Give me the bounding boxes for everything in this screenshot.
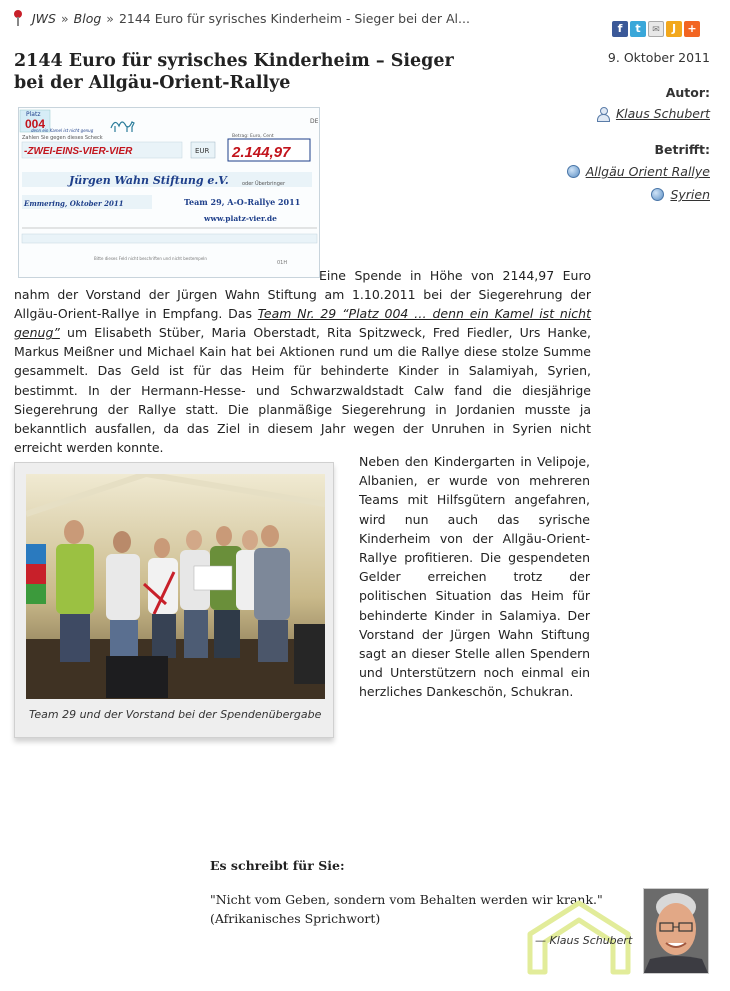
team-photo[interactable] xyxy=(26,474,325,699)
breadcrumb-home-link[interactable]: JWS xyxy=(32,10,56,26)
author-link[interactable]: Klaus Schubert xyxy=(615,106,710,121)
post-date: 9. Oktober 2011 xyxy=(607,50,710,65)
tag-entry xyxy=(651,187,710,202)
quote-signature: — Klaus Schubert xyxy=(535,934,633,947)
share-bar xyxy=(612,21,700,37)
author-box-heading: Es schreibt für Sie: xyxy=(210,858,345,873)
cheque-place-date: Emmering, Oktober 2011 xyxy=(24,199,124,208)
article-paragraph: Neben den Kindergarten in Velipoje, Albanien, er wurde von mehreren Teams mit Hilfsgütern angefahren, wird nun auch das syrische Kinderheim von der Allgäu-Orient-Rallye profitieren. Die gespendeten Gelder erreichen trotz der politischen Situation das Heim für behinderte Kinder in Salamiya. Der Vorstand der Jürgen Wahn Stiftung sagt an dieser Stelle allen Spendern und Unterstützern noch einmal ein herzliches Dankeschön, Schukran. xyxy=(359,454,590,700)
cheque-amount: 2.144,97 xyxy=(232,144,291,161)
cheque-footer: Bitte dieses Feld nicht beschriften und nicht bestempeln xyxy=(94,256,207,261)
page-title: 2144 Euro für syrisches Kinderheim – Sieger bei der Allgäu-Orient-Rallye xyxy=(14,51,454,93)
cheque-zahlen: Zahlen Sie gegen dieses Scheck xyxy=(22,135,103,141)
tag-entry xyxy=(567,164,710,179)
person-icon xyxy=(596,107,610,121)
tag-link-syrien[interactable]: Syrien xyxy=(670,187,710,202)
breadcrumb-separator: » xyxy=(60,10,69,26)
jolly-icon[interactable]: J xyxy=(666,21,682,37)
cheque-oder: oder Überbringer xyxy=(242,181,286,187)
facebook-icon[interactable]: f xyxy=(612,21,628,37)
globe-icon xyxy=(567,165,580,178)
team-link[interactable]: Team Nr. 29 “Platz 004 … denn ein Kamel ist nicht genug” xyxy=(14,306,591,341)
photo-figure xyxy=(14,462,334,738)
author-label: Autor: xyxy=(665,85,710,100)
cheque-image xyxy=(18,107,320,278)
cheque-country: DE xyxy=(310,118,319,125)
cheque-currency-label: Betrag: Euro, Cent xyxy=(232,134,274,139)
breadcrumb-blog-link[interactable]: Blog xyxy=(73,10,102,26)
breadcrumb-separator: » xyxy=(106,10,114,26)
cheque-code: 01H xyxy=(277,260,288,266)
map-pin-icon xyxy=(14,10,22,26)
cheque-platz-number: 004 xyxy=(25,117,46,131)
cheque-amount-words: -ZWEI-EINS-VIER-VIER xyxy=(24,146,133,157)
author-entry xyxy=(596,106,710,121)
cheque-platz-label: Platz xyxy=(26,111,41,118)
photo-caption: Team 29 und der Vorstand bei der Spendenübergabe xyxy=(29,708,322,721)
article-paragraph xyxy=(14,266,591,457)
globe-icon xyxy=(651,188,664,201)
email-icon[interactable]: ✉ xyxy=(648,21,664,37)
twitter-icon[interactable]: t xyxy=(630,21,646,37)
cheque-payee: Jürgen Wahn Stiftung e.V. xyxy=(69,174,229,187)
paragraph-text: um Elisabeth Stüber, Maria Oberstadt, Rita Spitzweck, Fred Fiedler, Urs Hanke, Markus Meißner und Michael Kain hat bei Aktionen rund um die Rallye diese stolze Summe gesammelt. Das Geld ist für das Heim für behinderte Kinder in Salamiyah, Syrien, bestimmt. In der Hermann-Hesse- und Schwarzwaldstadt Calw fand die diesjährige Siegerehrung der Rallye statt. Die planmäßige Siegerehrung in Jordanien musste ja bekanntlich ausfallen, da das Ziel in diesem Jahr wegen der Unruhen in Syrien nicht erreicht werden konnte. xyxy=(14,325,591,455)
breadcrumb xyxy=(14,9,470,27)
paragraph-text: Eine Spende in Höhe von 2144,97 Euro nahm der Vorstand der Jürgen Wahn Stiftung am 1.10.2011 bei der Siegerehrung der Allgäu-Orient-Rallye in Empfang. Das xyxy=(14,268,591,322)
quote-text: "Nicht vom Geben, sondern vom Behalten werden wir krank." xyxy=(210,892,603,907)
tag-link-rallye[interactable]: Allgäu Orient Rallye xyxy=(585,164,710,179)
concerns-label: Betrifft: xyxy=(654,142,710,157)
breadcrumb-current: 2144 Euro für syrisches Kinderheim - Sieger bei der Al... xyxy=(118,10,470,26)
add-share-icon[interactable]: + xyxy=(684,21,700,37)
author-portrait xyxy=(643,888,709,974)
cheque-team: Team 29, A-O-Rallye 2011 xyxy=(184,197,301,207)
cheque-url: www.platz-vier.de xyxy=(204,214,277,223)
cheque-platz-sub: denn ein Kamel ist nicht genug xyxy=(31,128,94,133)
cheque-currency: EUR xyxy=(195,147,210,155)
quote-source: (Afrikanisches Sprichwort) xyxy=(210,911,381,926)
